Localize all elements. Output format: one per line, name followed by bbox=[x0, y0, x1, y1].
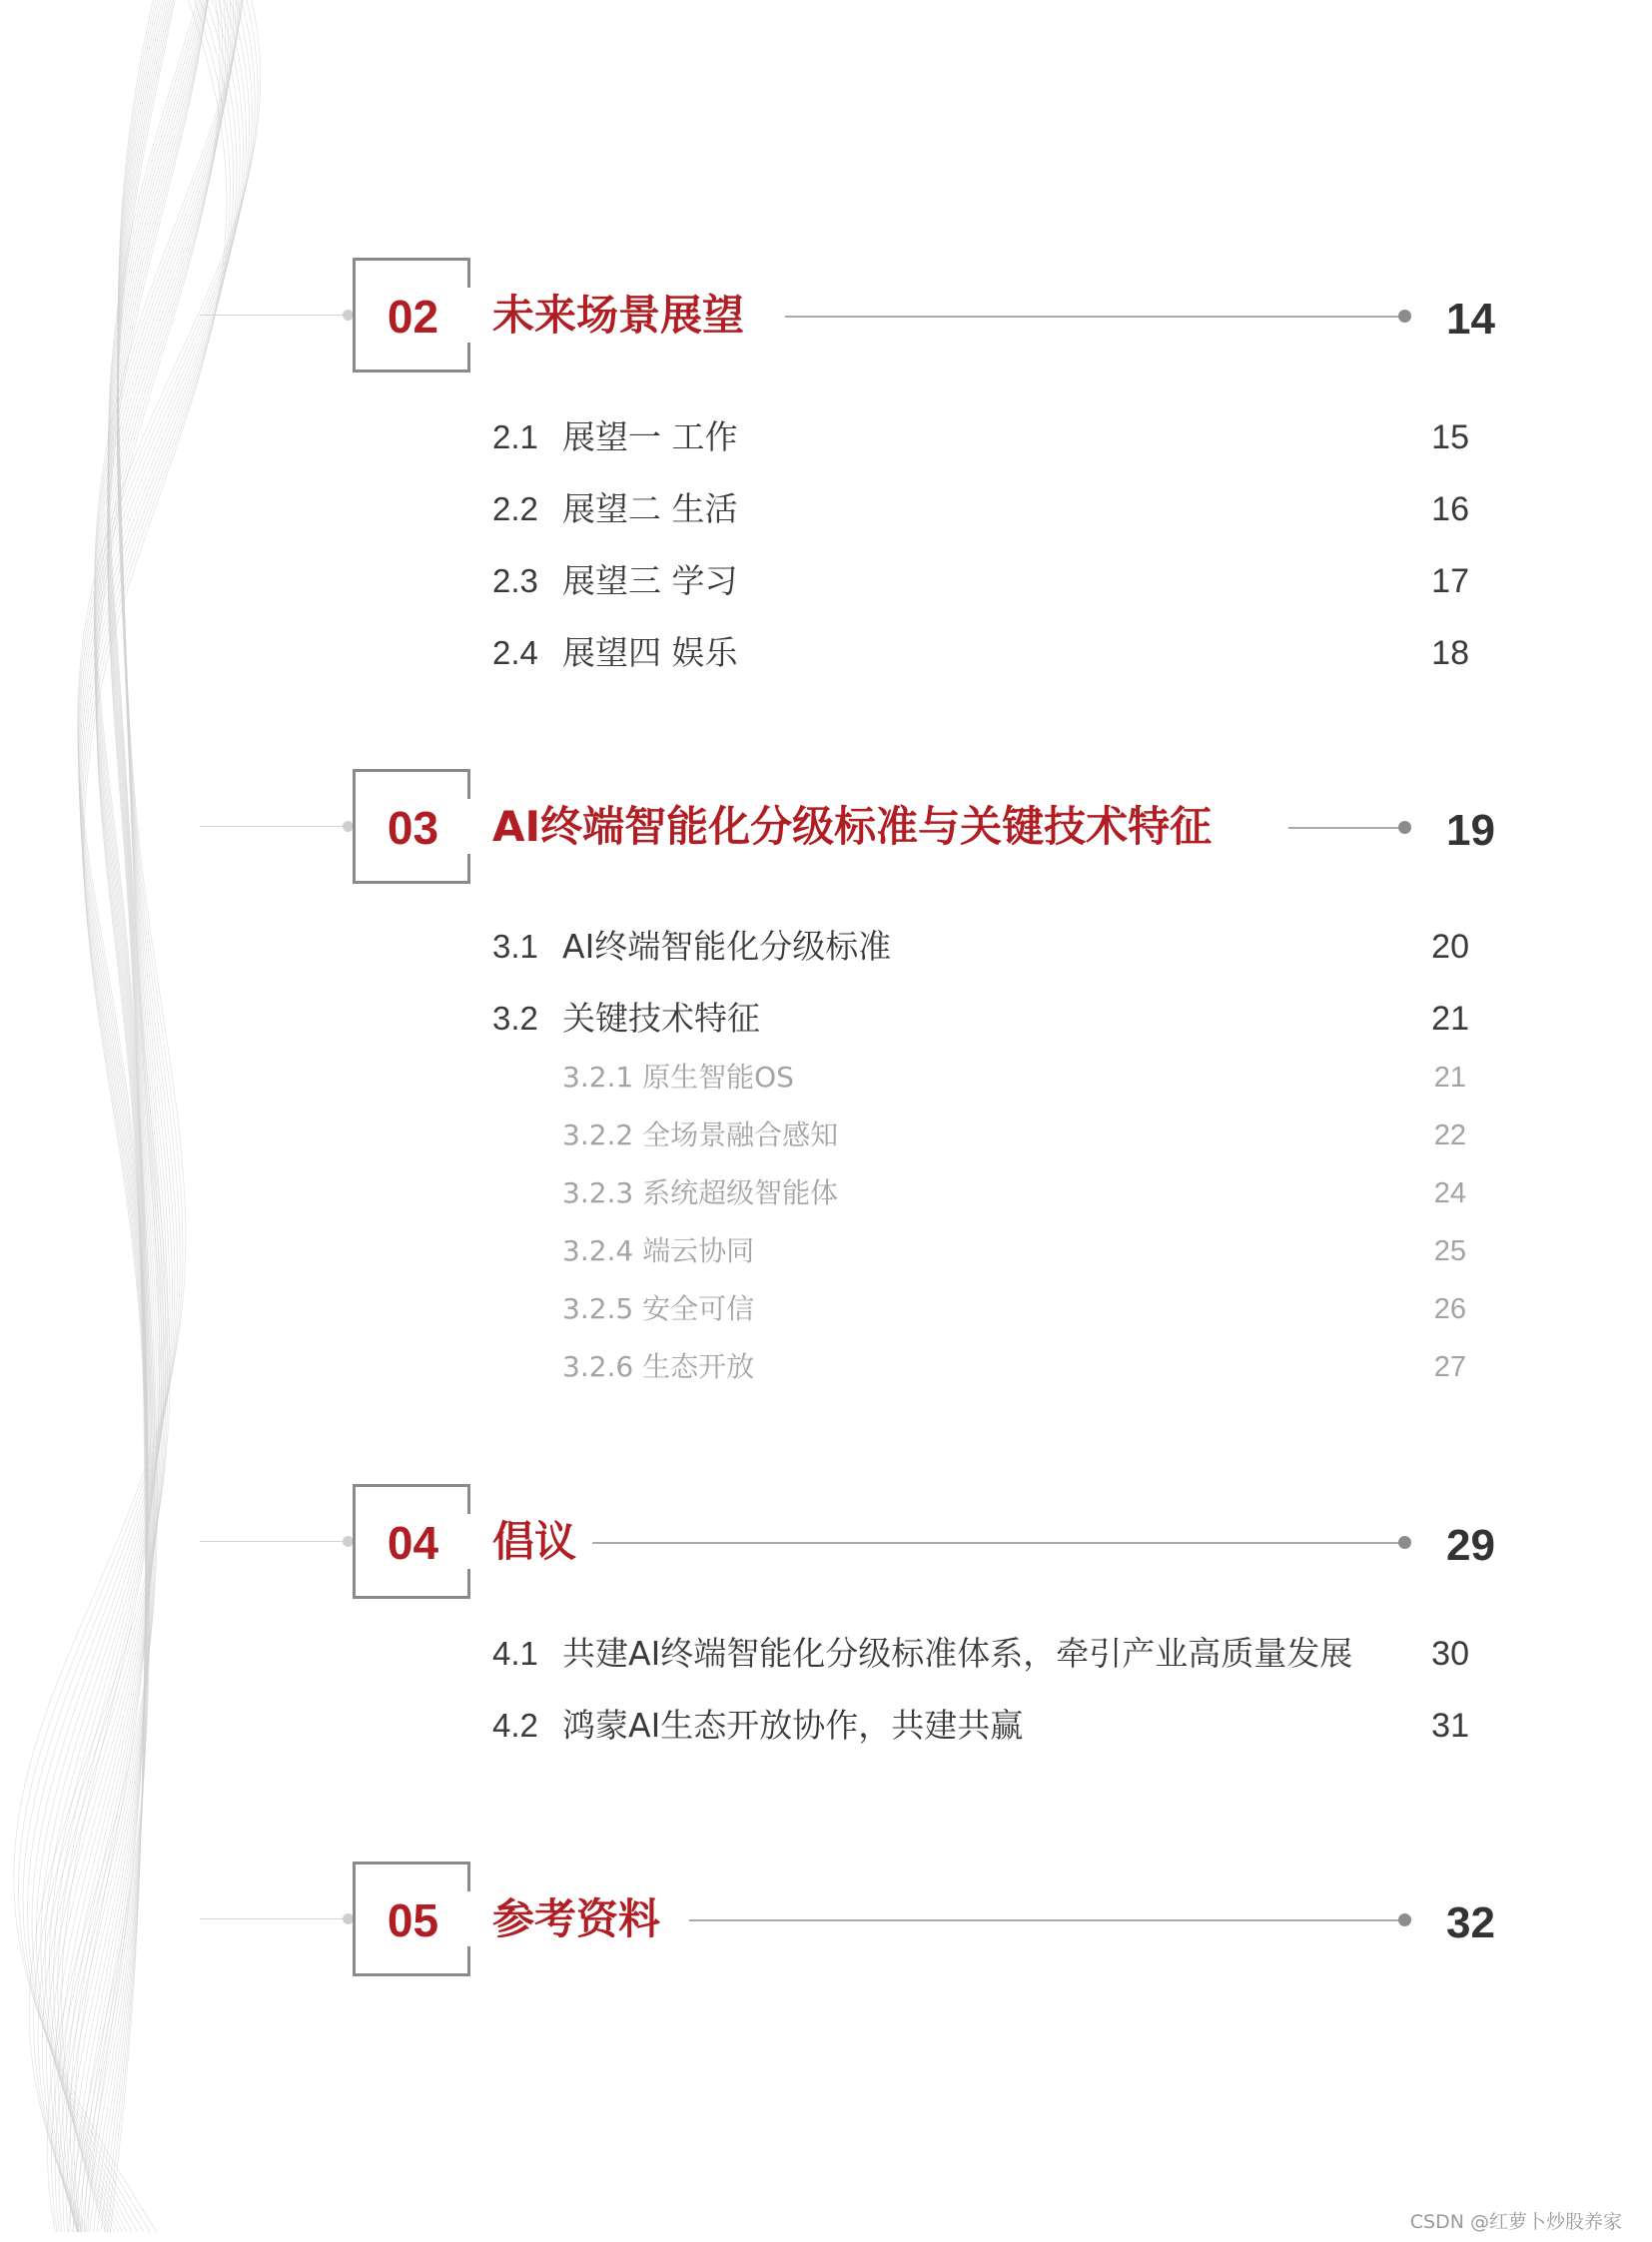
item-page-number: 20 bbox=[1431, 928, 1469, 966]
item-index: 3.1 bbox=[492, 928, 538, 965]
subitem-page-number: 27 bbox=[1433, 1351, 1466, 1383]
wave-line bbox=[68, 0, 260, 2232]
leader-rule bbox=[592, 1542, 1404, 1544]
section-title[interactable]: 参考资料 bbox=[492, 1894, 661, 1943]
toc-subitem[interactable]: 3.2.5 安全可信 bbox=[562, 1292, 755, 1325]
wave-line bbox=[59, 0, 240, 2232]
item-index: 2.4 bbox=[492, 634, 538, 671]
item-label: 展望三 学习 bbox=[562, 561, 738, 600]
lead-line bbox=[200, 1918, 350, 1919]
toc-subitem[interactable]: 3.2.2 全场景融合感知 bbox=[562, 1119, 839, 1151]
section-page-number: 19 bbox=[1446, 806, 1495, 855]
subitem-page-number: 22 bbox=[1433, 1120, 1466, 1151]
toc-item[interactable] bbox=[492, 1632, 1491, 1676]
subitem-page-number: 25 bbox=[1433, 1235, 1466, 1267]
section-number-box bbox=[353, 1862, 467, 1976]
watermark: CSDN @红萝卜炒股养家 bbox=[1409, 2211, 1622, 2233]
wave-line bbox=[79, 0, 253, 2232]
item-label: 鸿蒙AI生态开放协作，共建共赢 bbox=[562, 1706, 1024, 1745]
lead-line bbox=[200, 315, 350, 316]
decorative-wave-background bbox=[0, 0, 340, 2242]
item-page-number: 17 bbox=[1431, 562, 1469, 600]
item-page-number: 31 bbox=[1431, 1707, 1469, 1745]
item-label: 展望四 娱乐 bbox=[562, 633, 738, 672]
item-label: 共建AI终端智能化分级标准体系，牵引产业高质量发展 bbox=[562, 1634, 1353, 1673]
leader-dot bbox=[1398, 310, 1411, 323]
item-index: 2.3 bbox=[492, 562, 538, 599]
leader-dot bbox=[1398, 1913, 1411, 1926]
section-page-number: 14 bbox=[1446, 295, 1495, 344]
leader-dot bbox=[1398, 1536, 1411, 1549]
section-page-number: 32 bbox=[1446, 1898, 1495, 1947]
toc-item[interactable] bbox=[492, 997, 1491, 1041]
section-title[interactable]: 未来场景展望 bbox=[492, 291, 745, 340]
item-index: 2.1 bbox=[492, 418, 538, 455]
item-index: 4.2 bbox=[492, 1707, 538, 1744]
item-label: 关键技术特征 bbox=[562, 999, 760, 1038]
item-label: 展望一 工作 bbox=[562, 417, 738, 456]
section-number: 02 bbox=[387, 291, 439, 343]
section-number-box bbox=[353, 1484, 467, 1599]
wave-line bbox=[74, 0, 231, 2232]
section-title[interactable]: 倡议 bbox=[492, 1517, 577, 1566]
item-index: 3.2 bbox=[492, 1000, 538, 1037]
lead-line bbox=[200, 826, 350, 827]
section-page-number: 29 bbox=[1446, 1521, 1495, 1570]
item-label: 展望二 生活 bbox=[562, 489, 738, 528]
wave-line bbox=[79, 0, 250, 2232]
toc-subitem[interactable]: 3.2.6 生态开放 bbox=[562, 1350, 755, 1383]
toc-item[interactable] bbox=[492, 925, 1491, 969]
toc-subitem[interactable]: 3.2.1 原生智能OS bbox=[562, 1061, 794, 1094]
toc-item[interactable] bbox=[492, 559, 1491, 603]
toc-item[interactable] bbox=[492, 415, 1491, 459]
subitem-page-number: 21 bbox=[1433, 1062, 1466, 1094]
toc-subitem[interactable]: 3.2.3 系统超级智能体 bbox=[562, 1176, 839, 1209]
toc-subitem[interactable]: 3.2.4 端云协同 bbox=[562, 1234, 755, 1267]
wave-line bbox=[45, 0, 169, 2232]
item-page-number: 30 bbox=[1431, 1635, 1469, 1673]
item-page-number: 15 bbox=[1431, 418, 1469, 456]
toc-item[interactable] bbox=[492, 1704, 1491, 1748]
leader-rule bbox=[689, 1919, 1404, 1921]
wave-line bbox=[81, 0, 237, 2232]
leader-dot bbox=[1398, 821, 1411, 834]
wave-line bbox=[73, 0, 258, 2232]
item-page-number: 18 bbox=[1431, 634, 1469, 672]
section-number-box bbox=[353, 258, 467, 373]
subitem-page-number: 26 bbox=[1433, 1293, 1466, 1325]
item-index: 2.2 bbox=[492, 490, 538, 527]
section-number-box bbox=[353, 769, 467, 884]
wave-line bbox=[23, 0, 180, 2232]
wave-line bbox=[49, 0, 170, 2232]
item-page-number: 21 bbox=[1431, 1000, 1469, 1038]
section-number: 04 bbox=[387, 1517, 439, 1569]
item-index: 4.1 bbox=[492, 1635, 538, 1672]
item-page-number: 16 bbox=[1431, 490, 1469, 528]
section-number: 03 bbox=[387, 802, 439, 854]
lead-line bbox=[200, 1541, 350, 1542]
subitem-page-number: 24 bbox=[1433, 1177, 1466, 1209]
section-title[interactable]: AI终端智能化分级标准与关键技术特征 bbox=[492, 802, 1213, 851]
wave-line bbox=[54, 0, 173, 2232]
item-label: AI终端智能化分级标准 bbox=[562, 927, 892, 966]
leader-rule bbox=[1288, 827, 1404, 829]
toc-item[interactable] bbox=[492, 631, 1491, 675]
section-number: 05 bbox=[387, 1894, 439, 1946]
toc-item[interactable] bbox=[492, 487, 1491, 531]
leader-rule bbox=[785, 316, 1404, 318]
wave-line bbox=[29, 0, 197, 2232]
